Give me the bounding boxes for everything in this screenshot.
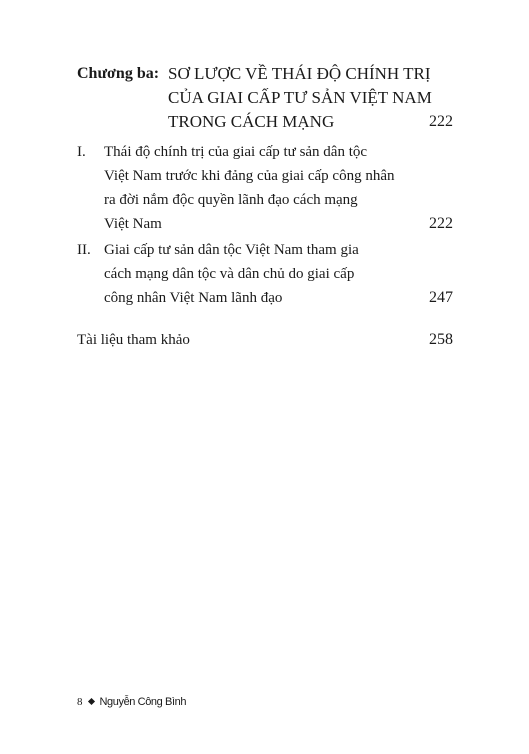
section-title-line: Thái độ chính trị của giai cấp tư sản dân tộc: [104, 144, 368, 160]
section-title-line: Việt Nam trước khi đảng của giai cấp công nhân: [104, 168, 395, 184]
chapter-title: [168, 62, 453, 134]
section-roman-numeral: I.: [77, 144, 86, 160]
references-label: Tài liệu tham khảo: [77, 332, 190, 348]
section-title-line: cách mạng dân tộc và dân chủ do giai cấp: [104, 266, 355, 282]
footer-page-number: 8: [77, 696, 83, 708]
references-page-number: 258: [429, 331, 453, 348]
chapter-page-number: 222: [429, 113, 453, 130]
section-page-number: 247: [429, 289, 453, 306]
diamond-separator-icon: [87, 698, 94, 705]
section-title: [104, 238, 453, 310]
section-title-line: [104, 286, 453, 310]
chapter-label: Chương ba:: [77, 65, 160, 82]
chapter-title-line: CỦA GIAI CẤP TƯ SẢN VIỆT NAM: [168, 88, 432, 107]
section-title-line-text: công nhân Việt Nam lãnh đạo: [104, 290, 283, 306]
references-entry: [77, 328, 453, 352]
section-title-line-text: Việt Nam: [104, 216, 162, 232]
chapter-title-line: SƠ LƯỢC VỀ THÁI ĐỘ CHÍNH TRỊ: [168, 64, 431, 83]
section-title-line: [104, 212, 453, 236]
section-page-number: 222: [429, 215, 453, 232]
footer-author: Nguyễn Công Bình: [99, 696, 187, 708]
page-footer: [77, 694, 186, 710]
chapter-title-line: [168, 110, 453, 134]
section-title-line: ra đời nắm độc quyền lãnh đạo cách mạng: [104, 192, 358, 208]
chapter-title-line-text: TRONG CÁCH MẠNG: [168, 112, 335, 131]
section-roman-numeral: II.: [77, 242, 91, 258]
section-title: [104, 140, 453, 236]
section-title-line: Giai cấp tư sản dân tộc Việt Nam tham gia: [104, 242, 359, 258]
